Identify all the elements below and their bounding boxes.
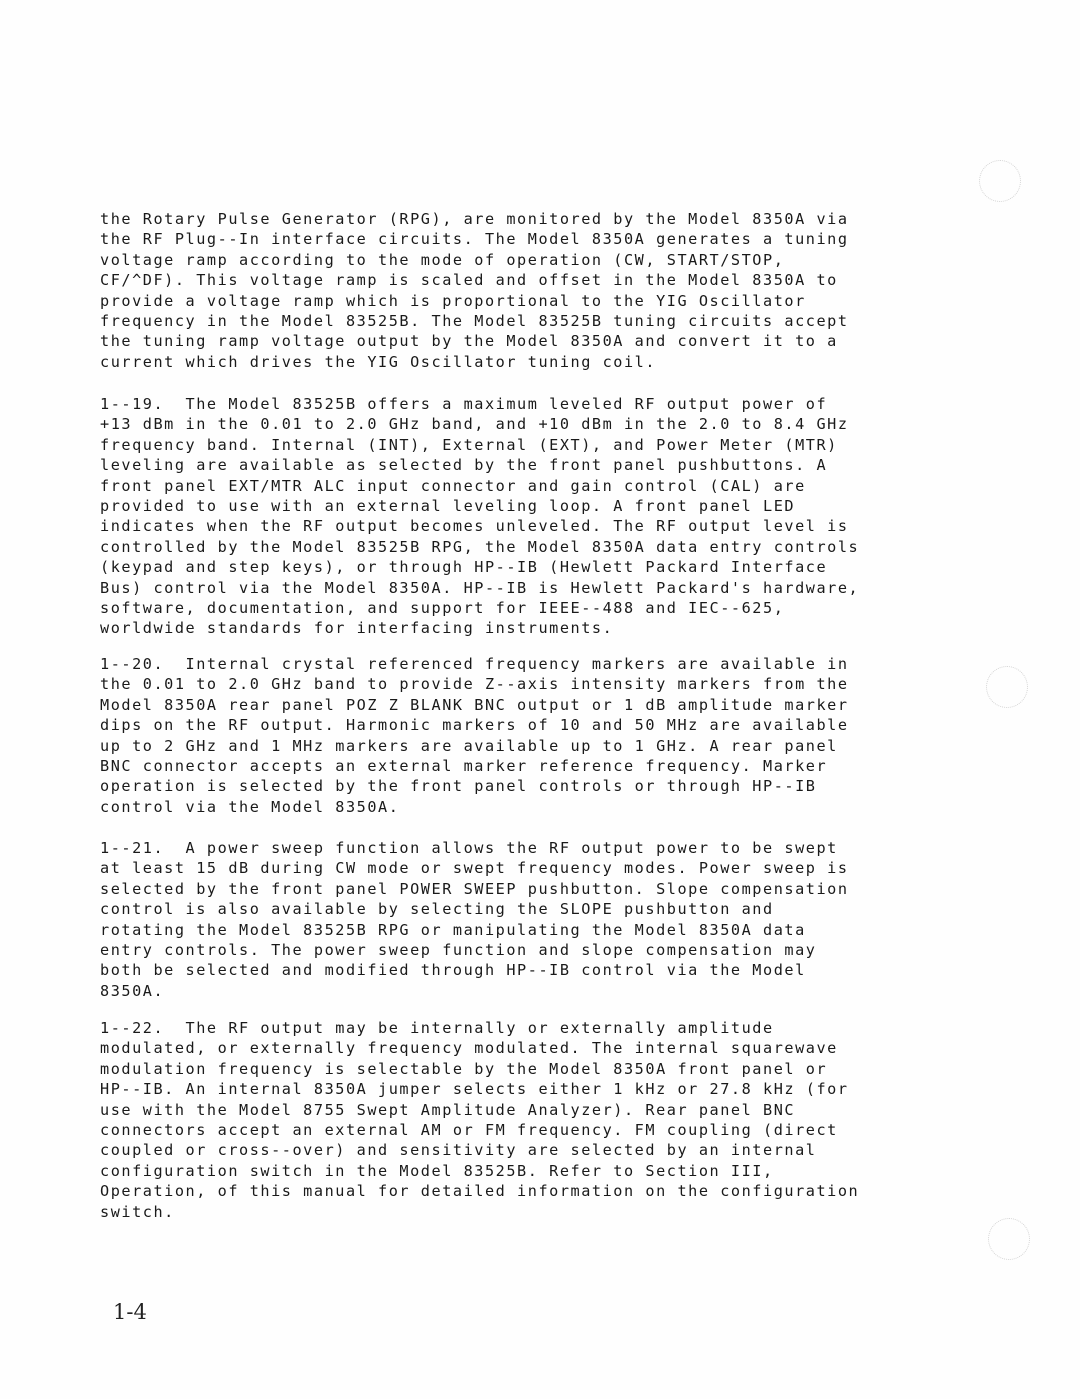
paragraph-1-22-modulation: 1--22. The RF output may be internally or externally amplitude modulated, or externally frequency modulated. The internal squarewave modulation frequency is selectable by the Model 8350A front panel or HP--IB. An internal 8350A jumper selects either 1 kHz or 27.8 kHz (for use with the Model 8755 Swept Amplitude Analyzer). Rear panel BNC connectors accept an external AM or FM frequency. FM coupling (direct coupled or cross--over) and sensitivity are selected by an internal configuration switch in the Model 83525B. Refer to Section III, Operation, of this manual for detailed information on the configuration switch.: [100, 1019, 860, 1221]
binder-hole-bottom: [988, 1218, 1030, 1260]
binder-hole-middle: [986, 666, 1028, 708]
page-number: 1-4: [113, 1300, 147, 1324]
paragraph-1-21-power-sweep: 1--21. A power sweep function allows the RF output power to be swept at least 15 dB during CW mode or swept frequency modes. Power sweep is selected by the front panel POWER SWEEP pushbutton. Slope compensation control is also available by selecting the SLOPE pushbutton and rotating the Model 83525B RPG or manipulating the Model 8350A data entry controls. The power sweep function and slope compensation may both be selected and modified through HP--IB control via the Model 8350A.: [100, 839, 849, 1000]
paragraph-intro-continuation: the Rotary Pulse Generator (RPG), are monitored by the Model 8350A via the RF Plug--In interface circuits. The Model 8350A generates a tuning voltage ramp according to the mode of operation (CW, START/STOP, CF/^DF). This voltage ramp is scaled and offset in the Model 8350A to provide a voltage ramp which is proportional to the YIG Oscillator frequency in the Model 83525B. The Model 83525B tuning circuits accept the tuning ramp voltage output by the Model 8350A and convert it to a current which drives the YIG Oscillator tuning coil.: [100, 210, 849, 371]
paragraph-1-19-output-power: 1--19. The Model 83525B offers a maximum leveled RF output power of +13 dBm in the 0.01 to 2.0 GHz band, and +10 dBm in the 2.0 to 8.4 GHz frequency band. Internal (INT), External (EXT), and Power Meter (MTR) leveling are available as selected by the front panel pushbuttons. A front panel EXT/MTR ALC input connector and gain control (CAL) are provided to use with an external leveling loop. A front panel LED indicates when the RF output becomes unleveled. The RF output level is controlled by the Model 83525B RPG, the Model 8350A data entry controls (keypad and step keys), or through HP--IB (Hewlett Packard Interface Bus) control via the Model 8350A. HP--IB is Hewlett Packard's hardware, software, documentation, and support for IEEE--488 and IEC--625, worldwide standards for interfacing instruments.: [100, 395, 860, 638]
paragraph-1-20-frequency-markers: 1--20. Internal crystal referenced frequency markers are available in the 0.01 to 2.0 GHz band to provide Z--axis intensity markers from the Model 8350A rear panel POZ Z BLANK BNC output or 1 dB amplitude marker dips on the RF output. Harmonic markers of 10 and 50 MHz are available up to 2 GHz and 1 MHz markers are available up to 1 GHz. A rear panel BNC connector accepts an external marker reference frequency. Marker operation is selected by the front panel controls or through HP--IB control via the Model 8350A.: [100, 655, 849, 816]
binder-hole-top: [979, 160, 1021, 202]
